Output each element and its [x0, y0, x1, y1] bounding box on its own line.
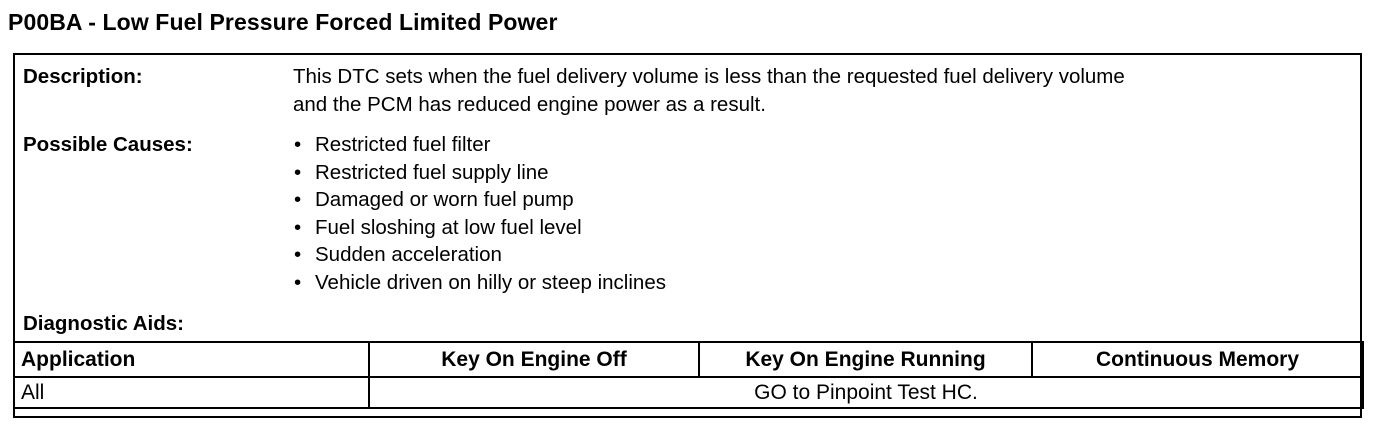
- list-item: [293, 241, 1353, 269]
- bullet-icon: •: [294, 270, 302, 294]
- list-item: [293, 186, 1353, 214]
- description-line: This DTC sets when the fuel delivery volume is less than the requested fuel delivery volume: [293, 65, 1125, 88]
- cause-text: Restricted fuel filter: [315, 133, 491, 156]
- description-line: and the PCM has reduced engine power as a result.: [293, 92, 766, 116]
- table-row: [14, 377, 1363, 408]
- cause-text: Restricted fuel supply line: [315, 160, 549, 184]
- column-header-key-on-engine-off: Key On Engine Off: [369, 342, 699, 377]
- list-item: [293, 269, 1353, 297]
- table-header-row: [14, 342, 1363, 377]
- column-header-continuous-memory: Continuous Memory: [1032, 342, 1363, 377]
- bullet-icon: •: [294, 133, 302, 156]
- bullet-icon: •: [294, 243, 302, 266]
- bullet-icon: •: [294, 215, 302, 239]
- test-table: [13, 341, 1364, 409]
- diagnostic-aids-label: Diagnostic Aids:: [23, 312, 184, 335]
- pinpoint-test-cell: GO to Pinpoint Test HC.: [369, 377, 1363, 408]
- page-title: P00BA - Low Fuel Pressure Forced Limited Power: [8, 9, 558, 35]
- list-item: [293, 131, 1353, 159]
- cause-text: Vehicle driven on hilly or steep inclines: [315, 270, 666, 294]
- bullet-icon: •: [294, 188, 302, 211]
- column-header-application: Application: [14, 342, 369, 377]
- description-label: Description:: [23, 65, 143, 88]
- application-cell: All: [14, 377, 369, 408]
- list-item: [293, 214, 1353, 242]
- bullet-icon: •: [294, 160, 302, 184]
- list-item: [293, 159, 1353, 187]
- column-header-key-on-engine-running: Key On Engine Running: [699, 342, 1032, 377]
- cause-text: Fuel sloshing at low fuel level: [315, 215, 582, 239]
- description-text: [293, 63, 1353, 118]
- possible-causes-label: Possible Causes:: [23, 133, 193, 156]
- dtc-info-box: [13, 53, 1362, 418]
- possible-causes-list: [293, 131, 1353, 296]
- possible-causes-content: [293, 131, 1353, 296]
- cause-text: Damaged or worn fuel pump: [315, 188, 574, 211]
- cause-text: Sudden acceleration: [315, 243, 502, 266]
